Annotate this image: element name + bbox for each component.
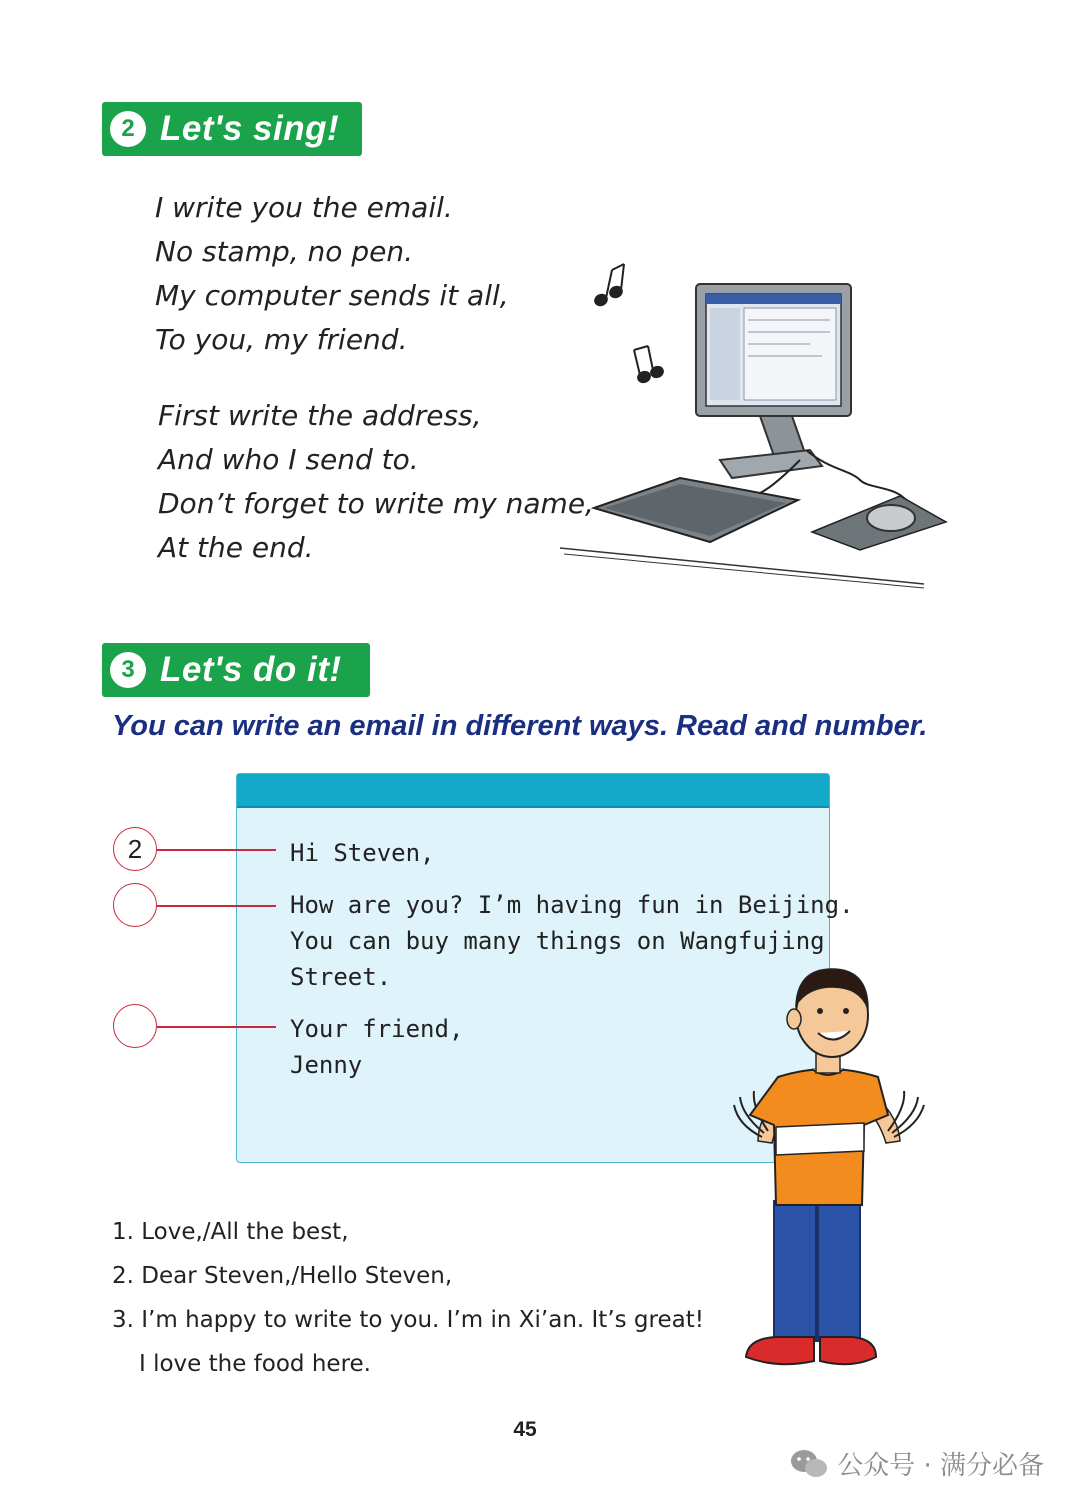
option-item: 3. I’m happy to write to you. I’m in Xi’an. It’s great! [112, 1307, 704, 1333]
option-item: 2. Dear Steven,/Hello Steven, [112, 1263, 453, 1289]
section-3-header [102, 643, 370, 697]
section-3-title: Let's do it! [160, 650, 342, 689]
song-line: My computer sends it all, [155, 279, 509, 312]
email-title-bar [237, 774, 829, 808]
answer-circle-greeting[interactable]: 2 [113, 827, 157, 871]
section-2-title: Let's sing! [160, 109, 340, 148]
wechat-icon [789, 1448, 829, 1480]
option-item: 1. Love,/All the best, [112, 1219, 349, 1245]
watermark-text: 公众号 · 满分必备 [837, 1451, 1044, 1481]
song-line: To you, my friend. [155, 323, 408, 356]
connector-line [157, 1026, 276, 1028]
computer-illustration [560, 260, 960, 600]
email-closing-line: Jenny [290, 1051, 363, 1079]
page-number: 45 [513, 1418, 537, 1441]
section-2-number: 2 [110, 111, 146, 147]
song-line: At the end. [158, 531, 314, 564]
music-note-icon [593, 264, 624, 307]
boy-illustration [728, 965, 938, 1380]
song-line: Don’t forget to write my name, [158, 487, 594, 520]
song-verse-1 [155, 186, 509, 362]
email-body-line: You can buy many things on Wangfujing [290, 927, 825, 955]
song-line: First write the address, [158, 399, 482, 432]
option-item: I love the food here. [139, 1351, 371, 1377]
answer-circle-closing[interactable] [113, 1004, 157, 1048]
music-note-icon [634, 346, 664, 384]
watermark [789, 1445, 1044, 1482]
email-greeting [290, 835, 435, 871]
connector-line [157, 905, 276, 907]
options-list [112, 1210, 704, 1386]
song-verse-2 [158, 394, 594, 570]
answer-circle-body[interactable] [113, 883, 157, 927]
section-2-header [102, 102, 362, 156]
email-closing-line: Your friend, [290, 1015, 464, 1043]
song-line: And who I send to. [158, 443, 419, 476]
song-line: No stamp, no pen. [155, 235, 413, 268]
section-3-number: 3 [110, 652, 146, 688]
song-line: I write you the email. [155, 191, 453, 224]
email-closing [290, 1011, 463, 1083]
instruction-text: You can write an email in different ways. Read and number. [112, 710, 928, 742]
email-body-line: Street. [290, 963, 392, 991]
email-body-line: How are you? I’m having fun in Beijing. [290, 891, 854, 919]
email-greeting-text: Hi Steven, [290, 839, 435, 867]
connector-line [157, 849, 276, 851]
